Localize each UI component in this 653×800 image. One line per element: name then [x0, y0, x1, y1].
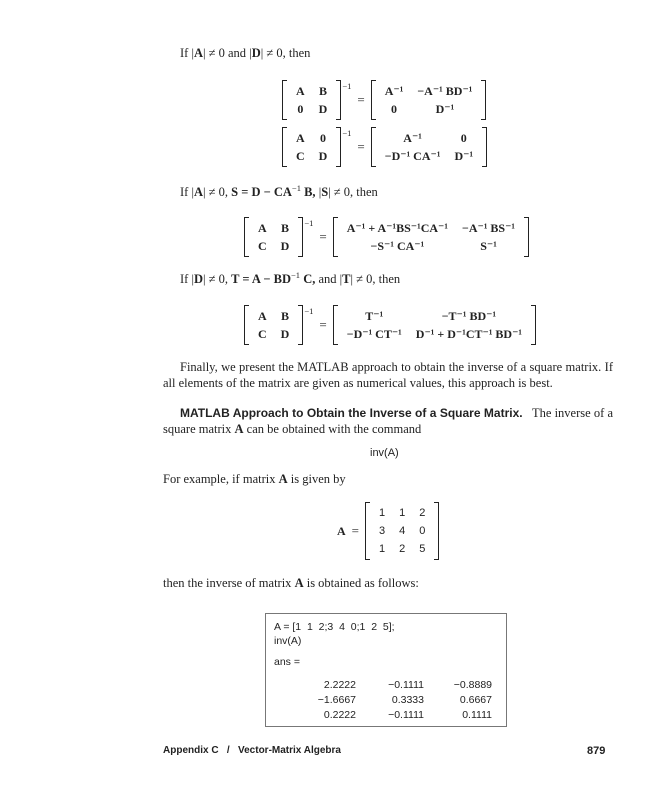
- cell: −0.1111: [388, 709, 424, 721]
- text-ne0-and: ≠ 0 and: [208, 46, 247, 60]
- cell: C: [258, 239, 267, 253]
- cell: D: [280, 327, 290, 341]
- matrix-A-equation: [337, 502, 439, 560]
- cell: 0: [460, 131, 467, 145]
- text-if: If: [180, 185, 189, 199]
- symbol-T: T: [342, 272, 351, 286]
- equation-3: [244, 217, 529, 257]
- matrix-A: [365, 502, 439, 560]
- symbol-D: D: [251, 46, 261, 60]
- symbol-A: A: [234, 422, 244, 436]
- cell: 1: [379, 507, 386, 519]
- eq1-lhs-matrix: [282, 80, 341, 120]
- footer-running-title: Appendix C / Vector-Matrix Algebra: [163, 745, 341, 756]
- cell: 5: [419, 543, 426, 555]
- cell: D: [318, 149, 328, 163]
- eq3-rhs-matrix: [333, 217, 529, 257]
- symbol-A: A: [193, 46, 203, 60]
- cell: 1: [399, 507, 406, 519]
- cell: 0: [391, 102, 398, 116]
- paragraph-finally: Finally, we present the MATLAB approach to obtain the inverse of a square matrix. If all elements of the matrix are given as numerical values, this approach is best.: [163, 360, 613, 390]
- equals-sign: =: [319, 229, 327, 244]
- condition-line-1: If |A| ≠ 0 and |D| ≠ 0, then: [180, 46, 311, 60]
- text: is obtained as follows:: [306, 576, 419, 590]
- cell: B: [281, 221, 290, 235]
- table-row: [288, 678, 492, 693]
- exponent: −1: [291, 182, 301, 193]
- cell: 2: [399, 543, 406, 555]
- then-line: [163, 576, 419, 591]
- cell: −A⁻¹ BD⁻¹: [417, 84, 473, 98]
- cell: D: [280, 239, 290, 253]
- equals-sign: =: [357, 92, 365, 107]
- cell: B: [281, 309, 290, 323]
- inverse-exponent: −1: [304, 218, 314, 228]
- cell: −S⁻¹ CA⁻¹: [370, 239, 425, 253]
- text-if: If: [180, 46, 189, 60]
- cell: A⁻¹: [403, 131, 422, 145]
- equation-1: [282, 80, 486, 120]
- cell: D⁻¹ + D⁻¹CT⁻¹ BD⁻¹: [415, 327, 523, 341]
- text: can be obtained with the command: [246, 422, 422, 436]
- cell: 0: [419, 525, 426, 537]
- result-table: [288, 678, 492, 723]
- cell: −T⁻¹ BD⁻¹: [441, 309, 497, 323]
- symbol-C: C,: [303, 272, 316, 286]
- symbol-A: A: [294, 576, 304, 590]
- cell: A: [296, 131, 305, 145]
- cell: S⁻¹: [480, 239, 497, 253]
- code-line: inv(A): [274, 635, 302, 647]
- cell: 0.6667: [459, 694, 492, 706]
- matlab-code-box: [265, 613, 507, 727]
- equation-2: [282, 127, 487, 167]
- condition-line-S: If |A| ≠ 0, $S = D - CA^{-1}$ B, |S| ≠ 0, then: [180, 182, 378, 199]
- equals-sign: =: [319, 317, 327, 332]
- eq1-rhs-matrix: [371, 80, 487, 120]
- text: For example, if matrix: [163, 472, 276, 486]
- eq2-rhs-matrix: [371, 127, 487, 167]
- cell: −1.6667: [317, 694, 356, 706]
- cell: A: [258, 221, 267, 235]
- cell: 2.2222: [323, 679, 356, 691]
- page-number: 879: [587, 745, 606, 757]
- text: is given by: [290, 472, 346, 486]
- equation-4: [244, 305, 536, 345]
- cell: 0.1111: [462, 709, 492, 721]
- cell: 0: [297, 102, 304, 116]
- inverse-exponent: −1: [342, 81, 352, 91]
- cell: A: [296, 84, 305, 98]
- S-definition: S = D − CA: [231, 185, 292, 199]
- cell: 4: [399, 525, 406, 537]
- text: The inverse of a square matrix: [163, 406, 614, 436]
- text-ne0-then: ≠ 0, then: [356, 272, 401, 286]
- text-ne0: ≠ 0,: [208, 185, 229, 199]
- condition-line-T: If |D| ≠ 0, $T = A - BD^{-1}$ C, and |T| ≠ 0, then: [180, 269, 401, 286]
- cell: D⁻¹: [435, 102, 455, 116]
- symbol-B: B,: [304, 185, 316, 199]
- cell: C: [258, 327, 267, 341]
- cell: A⁻¹ + A⁻¹BS⁻¹CA⁻¹: [346, 221, 448, 235]
- symbol-D: D: [193, 272, 203, 286]
- T-definition: T = A − BD: [231, 272, 292, 286]
- cell: −0.8889: [453, 679, 492, 691]
- cell: 0.3333: [391, 694, 424, 706]
- inverse-exponent: −1: [342, 128, 352, 138]
- cell: A⁻¹: [384, 84, 404, 98]
- command-inv: inv(A): [370, 447, 399, 459]
- text-ne0: ≠ 0,: [208, 272, 229, 286]
- text: then the inverse of matrix: [163, 576, 292, 590]
- eq4-rhs-matrix: [333, 305, 536, 345]
- matrix-label: A: [337, 523, 346, 538]
- equals-sign: =: [351, 523, 360, 538]
- cell: 2: [419, 507, 426, 519]
- cell: −D⁻¹ CA⁻¹: [384, 149, 441, 163]
- cell: −0.1111: [388, 679, 424, 691]
- inverse-exponent: −1: [304, 306, 314, 316]
- text-ne0-then: ≠ 0, then: [333, 185, 378, 199]
- paragraph-matlab: [163, 405, 613, 437]
- cell: B: [319, 84, 328, 98]
- cell: D⁻¹: [454, 149, 474, 163]
- code-line: A = [1 1 2;3 4 0;1 2 5];: [274, 621, 395, 633]
- text-and: and: [318, 272, 337, 286]
- eq3-lhs-matrix: [244, 217, 303, 257]
- eq2-lhs-matrix: [282, 127, 341, 167]
- cell: D: [318, 102, 328, 116]
- code-line: ans =: [274, 656, 300, 668]
- cell: −D⁻¹ CT⁻¹: [346, 327, 402, 341]
- cell: T⁻¹: [365, 309, 384, 323]
- cell: 0: [320, 131, 326, 145]
- symbol-A: A: [278, 472, 288, 486]
- exponent: −1: [291, 269, 301, 280]
- text-if: If: [180, 272, 189, 286]
- cell: C: [296, 149, 305, 163]
- cell: 3: [379, 525, 386, 537]
- cell: −A⁻¹ BS⁻¹: [461, 221, 516, 235]
- eq4-lhs-matrix: [244, 305, 303, 345]
- section-heading: MATLAB Approach to Obtain the Inverse of a Square Matrix.: [180, 406, 523, 420]
- cell: 0.2222: [323, 709, 356, 721]
- symbol-S: S: [321, 185, 329, 199]
- cell: A: [258, 309, 267, 323]
- cell: 1: [379, 543, 386, 555]
- equals-sign: =: [357, 139, 365, 154]
- table-row: [288, 708, 492, 723]
- symbol-A: A: [193, 185, 203, 199]
- text-ne0-then: ≠ 0, then: [266, 46, 311, 60]
- table-row: [288, 693, 492, 708]
- example-line: [163, 472, 346, 487]
